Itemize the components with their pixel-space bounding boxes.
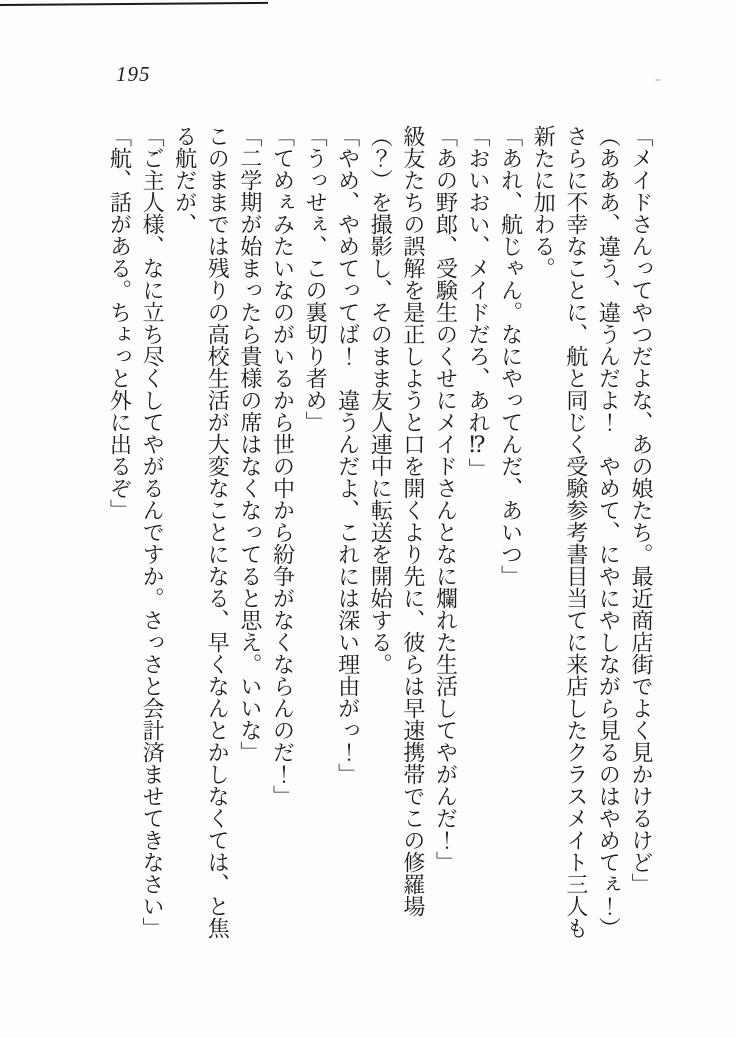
paragraph: 「おいおい、メイドだろ、あれ⁉」 <box>466 125 492 480</box>
novel-text-block <box>103 125 657 941</box>
scan-speck <box>655 79 661 81</box>
page-number: 195 <box>116 62 151 86</box>
paragraph: 「航、話がある。ちょっと外に出るぞ」 <box>107 125 133 521</box>
paragraph: さらに不幸なことに、航と同じく受験参考書目当てに来店したクラスメイト三人も新たに加わる。 <box>531 125 589 939</box>
paragraph: 「てめぇみたいなのがいるから世の中から紛争がなくならんのだ！」 <box>270 125 296 807</box>
paragraph: 「やめ、やめてってば！ 違うんだよ、これには深い理由がっ！」 <box>335 125 361 785</box>
paragraph: 級友たちの誤解を是正しようと口を開くより先に、彼らは早速携帯でこの修羅場（？）を撮影し、そのまま友人連中に転送を開始する。 <box>368 125 426 917</box>
paragraph: このままでは残りの高校生活が大変なことになる、早くなんとかしなくては、と焦る航だが、 <box>172 125 231 939</box>
paragraph: 「メイドさんってやつだよな、あの娘たち。最近商店街でよく見かけるけど」 <box>629 125 654 895</box>
scan-edge-artifact <box>0 2 268 6</box>
paragraph: 「あれ、航じゃん。なにやってんだ、あいつ」 <box>498 125 524 587</box>
paragraph: （あああ、違う、違うんだよ！ やめて、にやにやしながら見るのはやめてぇ！） <box>596 125 622 939</box>
paragraph: 「ご主人様、なに立ち尽くしてやがるんですか。さっさと会計済ませてきなさい」 <box>140 125 166 939</box>
paragraph: 「うっせぇ、この裏切り者め」 <box>303 125 329 433</box>
paragraph: 「あの野郎、受験生のくせにメイドさんとなに爛れた生活してやがんだ！」 <box>433 125 459 873</box>
paragraph: 「二学期が始まったら貴様の席はなくなってると思え。いいな」 <box>237 125 263 763</box>
